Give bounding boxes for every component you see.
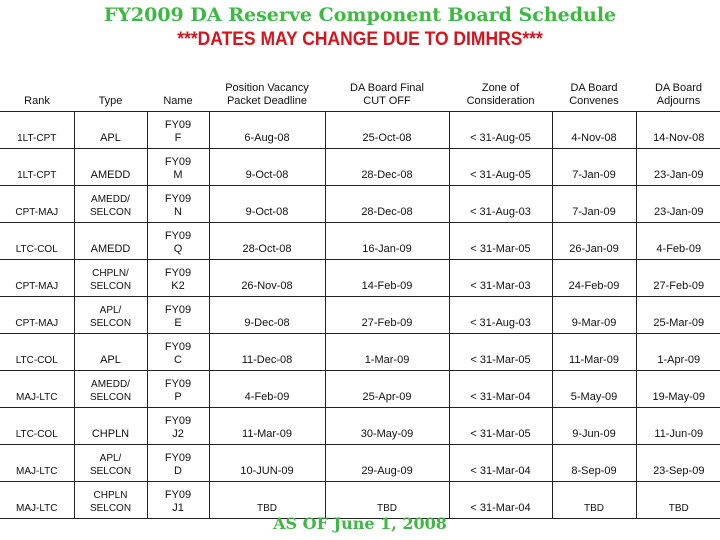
- rank-cell: [0, 186, 74, 223]
- cutoff-cell: [325, 334, 449, 371]
- rank-cell-text: MAJ-LTC: [16, 503, 58, 514]
- convenes-cell-text: 9-Mar-09: [571, 317, 617, 329]
- adjourns-cell: [636, 408, 720, 445]
- convenes-cell: [552, 408, 636, 445]
- name-cell-text: FY09: [164, 230, 192, 242]
- zone-cell: [449, 371, 552, 408]
- name-cell-text: FY09: [164, 341, 192, 353]
- cutoff-cell: [325, 223, 449, 260]
- name-cell-text: FY09: [164, 304, 192, 316]
- rank-cell: [0, 334, 74, 371]
- adjourns-cell: [636, 445, 720, 482]
- cutoff-cell-text: TBD: [377, 503, 397, 514]
- name-cell-text: D: [174, 465, 182, 477]
- name-cell-text: E: [174, 317, 182, 329]
- convenes-cell-text: 7-Jan-09: [572, 169, 616, 181]
- name-cell: [147, 260, 209, 297]
- cutoff-cell-text: 14-Feb-09: [361, 280, 413, 292]
- name-cell-text: J1: [172, 502, 184, 514]
- table-row: [0, 149, 720, 186]
- table-body: [0, 112, 720, 519]
- packet-deadline-cell: [209, 482, 325, 519]
- packet-deadline-cell-text: TBD: [257, 503, 277, 514]
- convenes-cell: [552, 334, 636, 371]
- zone-cell: [449, 260, 552, 297]
- type-cell: [74, 482, 147, 519]
- zone-cell: [449, 149, 552, 186]
- convenes-cell: [552, 149, 636, 186]
- cutoff-cell-text: 30-May-09: [360, 428, 414, 440]
- name-cell: [147, 112, 209, 149]
- packet-deadline-cell: [209, 149, 325, 186]
- adjourns-cell-text: 23-Jan-09: [653, 206, 704, 218]
- zone-cell-text: < 31-Aug-05: [470, 132, 531, 144]
- type-cell-text: AMEDD: [90, 243, 131, 255]
- packet-deadline-cell: [209, 186, 325, 223]
- convenes-cell: [552, 186, 636, 223]
- packet-deadline-cell-text: 4-Feb-09: [244, 391, 290, 403]
- zone-cell: [449, 223, 552, 260]
- rank-cell-text: CPT-MAJ: [15, 318, 59, 329]
- type-cell: [74, 297, 147, 334]
- adjourns-cell: [636, 334, 720, 371]
- column-header: [74, 79, 147, 112]
- adjourns-cell: [636, 186, 720, 223]
- name-cell-text: C: [174, 354, 182, 366]
- packet-deadline-cell-text: 10-JUN-09: [240, 465, 294, 477]
- zone-cell: [449, 445, 552, 482]
- type-cell: [74, 408, 147, 445]
- name-cell-text: Q: [173, 243, 183, 255]
- convenes-cell-text: 24-Feb-09: [568, 280, 620, 292]
- rank-cell: [0, 408, 74, 445]
- column-header: [449, 79, 552, 112]
- name-cell-text: P: [174, 391, 182, 403]
- adjourns-cell: [636, 482, 720, 519]
- zone-cell-text: < 31-Mar-05: [470, 354, 531, 366]
- cutoff-cell: [325, 482, 449, 519]
- column-header: [147, 79, 209, 112]
- as-of-date: AS OF June 1, 2008: [273, 514, 447, 533]
- type-cell-text: AMEDD/: [91, 379, 130, 390]
- rank-cell-text: LTC-COL: [15, 429, 58, 440]
- convenes-cell-text: 5-May-09: [570, 391, 618, 403]
- cutoff-cell-text: 27-Feb-09: [361, 317, 413, 329]
- name-cell: [147, 149, 209, 186]
- name-cell-text: FY09: [164, 378, 192, 390]
- zone-cell: [449, 408, 552, 445]
- name-cell-text: N: [174, 206, 182, 218]
- rank-cell-text: LTC-COL: [15, 355, 58, 366]
- name-cell-text: FY09: [164, 267, 192, 279]
- table-row: [0, 445, 720, 482]
- column-header: [552, 79, 636, 112]
- adjourns-cell-text: 14-Nov-08: [653, 132, 705, 144]
- warning-subtitle: ***DATES MAY CHANGE DUE TO DIMHRS***: [177, 29, 543, 50]
- packet-deadline-cell-text: 26-Nov-08: [241, 280, 293, 292]
- zone-cell: [449, 482, 552, 519]
- rank-cell: [0, 260, 74, 297]
- name-cell-text: FY09: [164, 415, 192, 427]
- type-cell-text: SELCON: [89, 207, 132, 218]
- zone-cell-text: < 31-Mar-04: [470, 391, 531, 403]
- adjourns-cell-text: 23-Sep-09: [653, 465, 705, 477]
- rank-cell-text: MAJ-LTC: [16, 466, 58, 477]
- convenes-cell-text: 8-Sep-09: [571, 465, 617, 477]
- convenes-cell-text: 9-Jun-09: [572, 428, 616, 440]
- name-cell: [147, 408, 209, 445]
- cutoff-cell-text: 25-Oct-08: [362, 132, 412, 144]
- adjourns-cell-text: 25-Mar-09: [653, 317, 705, 329]
- cutoff-cell: [325, 186, 449, 223]
- cutoff-cell: [325, 149, 449, 186]
- table-row: [0, 371, 720, 408]
- column-header-line1: DA Board: [570, 82, 618, 94]
- cutoff-cell-text: 28-Dec-08: [361, 206, 413, 218]
- column-header: [0, 79, 74, 112]
- packet-deadline-cell-text: 28-Oct-08: [242, 243, 292, 255]
- type-cell-text: APL: [100, 132, 121, 144]
- type-cell: [74, 112, 147, 149]
- type-cell-text: AMEDD: [90, 169, 131, 181]
- rank-cell: [0, 482, 74, 519]
- rank-cell-text: 1LT-CPT: [17, 170, 57, 181]
- zone-cell: [449, 186, 552, 223]
- name-cell-text: F: [174, 132, 182, 144]
- column-header-line1: Position Vacancy: [225, 82, 309, 94]
- rank-cell: [0, 223, 74, 260]
- adjourns-cell-text: 27-Feb-09: [653, 280, 705, 292]
- zone-cell-text: < 31-Aug-03: [470, 206, 531, 218]
- zone-cell: [449, 334, 552, 371]
- packet-deadline-cell-text: 6-Aug-08: [244, 132, 290, 144]
- column-header-line2: Rank: [24, 95, 50, 107]
- name-cell: [147, 223, 209, 260]
- name-cell-text: K2: [171, 280, 185, 292]
- zone-cell-text: < 31-Mar-05: [470, 428, 531, 440]
- zone-cell: [449, 112, 552, 149]
- type-cell: [74, 260, 147, 297]
- packet-deadline-cell: [209, 408, 325, 445]
- column-header: [209, 79, 325, 112]
- packet-deadline-cell-text: 9-Oct-08: [245, 169, 289, 181]
- convenes-cell-text: 11-Mar-09: [569, 354, 619, 366]
- type-cell-text: SELCON: [89, 503, 132, 514]
- type-cell: [74, 149, 147, 186]
- rank-cell: [0, 445, 74, 482]
- packet-deadline-cell-text: 11-Dec-08: [241, 354, 293, 366]
- cutoff-cell-text: 28-Dec-08: [361, 169, 413, 181]
- table-header-row: [0, 79, 720, 112]
- packet-deadline-cell: [209, 223, 325, 260]
- packet-deadline-cell-text: 9-Dec-08: [244, 317, 290, 329]
- type-cell-text: SELCON: [89, 318, 132, 329]
- packet-deadline-cell-text: 11-Mar-09: [242, 428, 292, 440]
- adjourns-cell: [636, 260, 720, 297]
- cutoff-cell-text: 25-Apr-09: [362, 391, 412, 403]
- type-cell-text: SELCON: [89, 281, 132, 292]
- type-cell: [74, 223, 147, 260]
- convenes-cell: [552, 112, 636, 149]
- column-header: [636, 79, 720, 112]
- type-cell: [74, 186, 147, 223]
- name-cell-text: FY09: [164, 452, 192, 464]
- name-cell: [147, 334, 209, 371]
- table-row: [0, 223, 720, 260]
- table-row: [0, 186, 720, 223]
- column-header: [325, 79, 449, 112]
- zone-cell-text: < 31-Mar-04: [470, 502, 531, 514]
- rank-cell: [0, 371, 74, 408]
- type-cell: [74, 334, 147, 371]
- zone-cell-text: < 31-Aug-05: [470, 169, 531, 181]
- column-header-line2: Name: [163, 95, 193, 107]
- rank-cell: [0, 112, 74, 149]
- cutoff-cell-text: 16-Jan-09: [362, 243, 412, 255]
- type-cell-text: SELCON: [89, 466, 132, 477]
- cutoff-cell: [325, 297, 449, 334]
- column-header-line1: DA Board: [654, 82, 703, 94]
- table-row: [0, 297, 720, 334]
- packet-deadline-cell: [209, 371, 325, 408]
- table-row: [0, 112, 720, 149]
- adjourns-cell-text: 1-Apr-09: [657, 354, 701, 366]
- type-cell-text: CHPLN/: [92, 268, 129, 279]
- name-cell: [147, 297, 209, 334]
- zone-cell-text: < 31-Mar-05: [470, 243, 531, 255]
- name-cell-text: FY09: [164, 156, 192, 168]
- convenes-cell-text: 26-Jan-09: [569, 243, 619, 255]
- zone-cell-text: < 31-Mar-04: [470, 465, 531, 477]
- name-cell-text: M: [173, 169, 183, 181]
- column-header-line2: Type: [98, 95, 123, 107]
- type-cell-text: CHPLN: [93, 490, 128, 501]
- type-cell-text: AMEDD/: [91, 194, 130, 205]
- convenes-cell: [552, 223, 636, 260]
- column-header-line2: Packet Deadline: [226, 95, 308, 107]
- packet-deadline-cell: [209, 334, 325, 371]
- cutoff-cell-text: 1-Mar-09: [364, 354, 410, 366]
- column-header-line2: Consideration: [466, 95, 535, 107]
- convenes-cell: [552, 297, 636, 334]
- page-title: FY2009 DA Reserve Component Board Schedule: [103, 4, 617, 26]
- table-row: [0, 482, 720, 519]
- rank-cell-text: 1LT-CPT: [17, 133, 57, 144]
- packet-deadline-cell: [209, 260, 325, 297]
- adjourns-cell: [636, 297, 720, 334]
- rank-cell-text: CPT-MAJ: [15, 207, 59, 218]
- convenes-cell: [552, 260, 636, 297]
- table-row: [0, 334, 720, 371]
- rank-cell-text: LTC-COL: [15, 244, 58, 255]
- name-cell-text: FY09: [164, 193, 192, 205]
- name-cell-text: FY09: [164, 119, 192, 131]
- cutoff-cell: [325, 445, 449, 482]
- name-cell: [147, 371, 209, 408]
- cutoff-cell: [325, 408, 449, 445]
- type-cell-text: APL/: [99, 305, 122, 316]
- packet-deadline-cell-text: 9-Oct-08: [245, 206, 289, 218]
- cutoff-cell-text: 29-Aug-09: [361, 465, 413, 477]
- adjourns-cell: [636, 149, 720, 186]
- adjourns-cell: [636, 223, 720, 260]
- packet-deadline-cell: [209, 445, 325, 482]
- zone-cell-text: < 31-Aug-03: [470, 317, 531, 329]
- type-cell-text: APL/: [99, 453, 122, 464]
- zone-cell: [449, 297, 552, 334]
- board-schedule-table: [0, 79, 720, 519]
- type-cell: [74, 445, 147, 482]
- convenes-cell: [552, 445, 636, 482]
- adjourns-cell: [636, 371, 720, 408]
- column-header-line2: Adjourns: [656, 95, 701, 107]
- adjourns-cell-text: 23-Jan-09: [653, 169, 704, 181]
- rank-cell: [0, 149, 74, 186]
- convenes-cell: [552, 371, 636, 408]
- convenes-cell-text: 7-Jan-09: [572, 206, 616, 218]
- adjourns-cell-text: 4-Feb-09: [656, 243, 702, 255]
- convenes-cell-text: 4-Nov-08: [571, 132, 617, 144]
- cutoff-cell: [325, 260, 449, 297]
- column-header-line2: Convenes: [569, 95, 619, 107]
- name-cell: [147, 482, 209, 519]
- type-cell-text: CHPLN: [91, 428, 130, 440]
- packet-deadline-cell: [209, 112, 325, 149]
- column-header-line1: Zone of: [481, 82, 520, 94]
- type-cell-text: SELCON: [89, 392, 132, 403]
- type-cell: [74, 371, 147, 408]
- table-row: [0, 408, 720, 445]
- name-cell: [147, 445, 209, 482]
- adjourns-cell-text: TBD: [668, 503, 689, 514]
- type-cell-text: APL: [100, 354, 121, 366]
- convenes-cell: [552, 482, 636, 519]
- table-row: [0, 260, 720, 297]
- adjourns-cell-text: 19-May-09: [652, 391, 706, 403]
- name-cell-text: J2: [172, 428, 184, 440]
- cutoff-cell: [325, 112, 449, 149]
- convenes-cell-text: TBD: [584, 503, 604, 514]
- adjourns-cell-text: 11-Jun-09: [654, 428, 704, 440]
- column-header-line1: DA Board Final: [350, 82, 424, 94]
- column-header-line2: CUT OFF: [363, 95, 411, 107]
- rank-cell-text: MAJ-LTC: [16, 392, 58, 403]
- zone-cell-text: < 31-Mar-03: [470, 280, 531, 292]
- name-cell-text: FY09: [164, 489, 192, 501]
- rank-cell: [0, 297, 74, 334]
- cutoff-cell: [325, 371, 449, 408]
- rank-cell-text: CPT-MAJ: [15, 281, 59, 292]
- name-cell: [147, 186, 209, 223]
- packet-deadline-cell: [209, 297, 325, 334]
- adjourns-cell: [636, 112, 720, 149]
